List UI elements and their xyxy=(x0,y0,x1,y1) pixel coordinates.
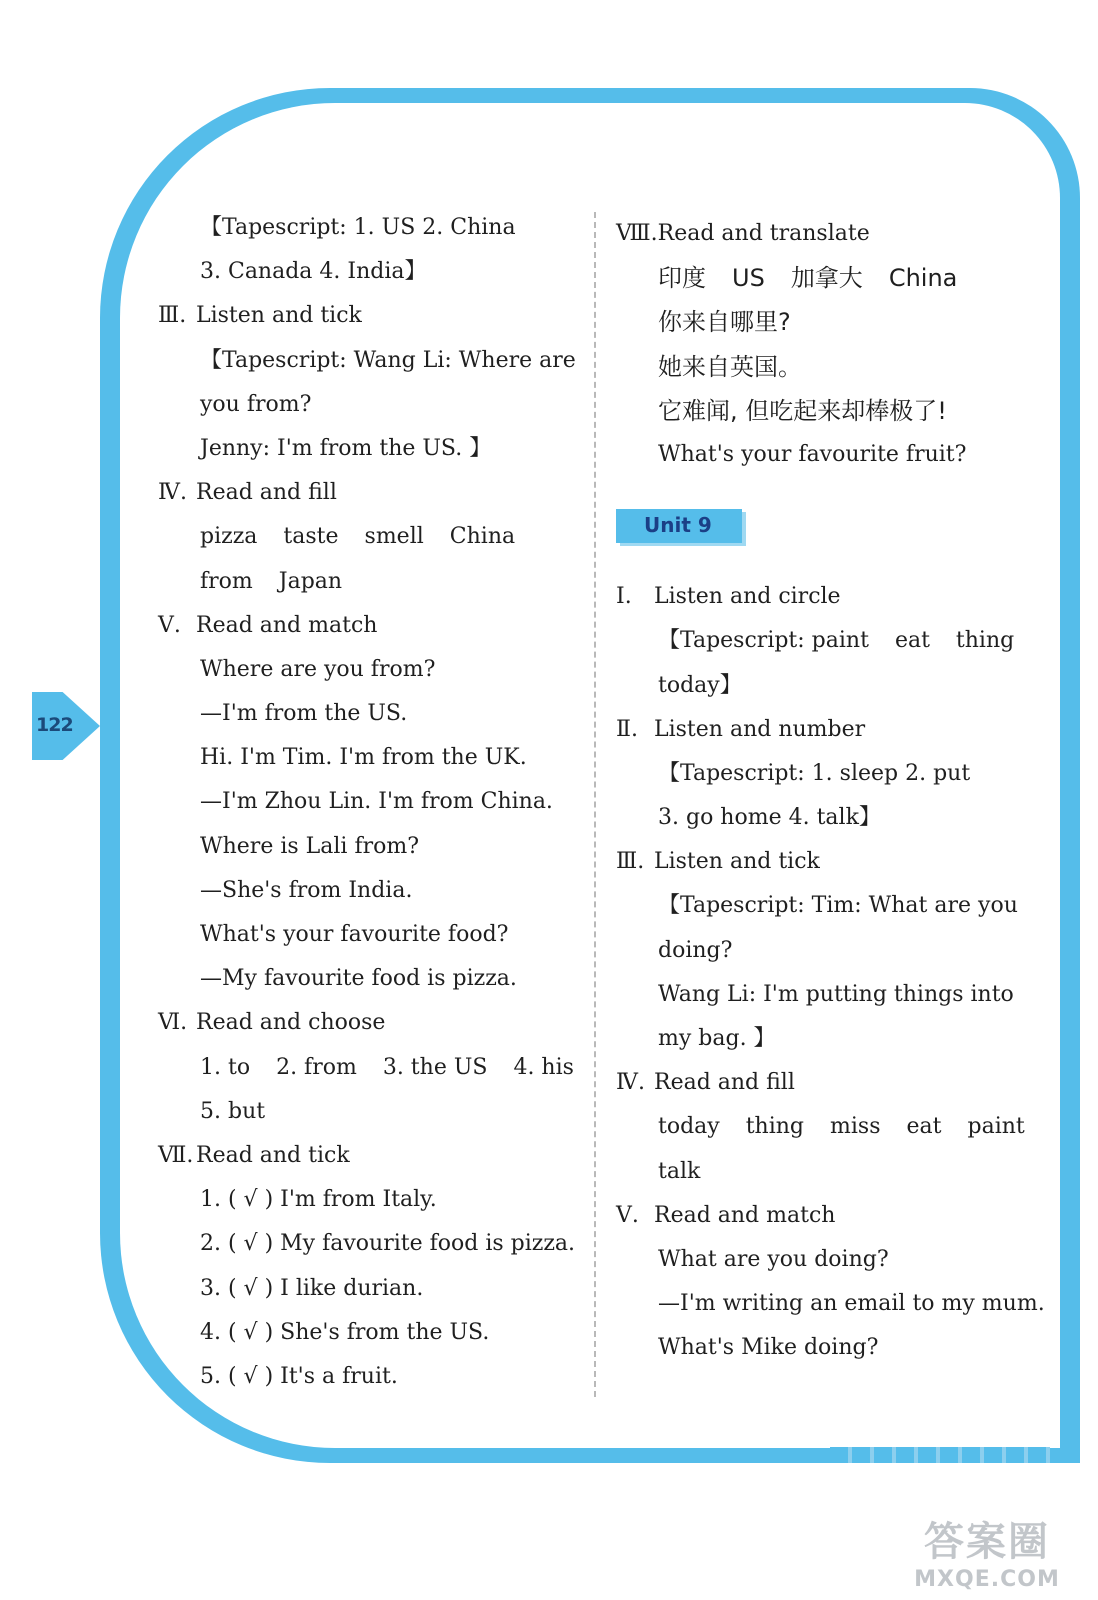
text-line: Where are you from? xyxy=(200,656,436,682)
section-title: Read and choose xyxy=(196,1010,386,1036)
word: from xyxy=(200,568,253,594)
text-line: 5. ( √ ) It's a fruit. xyxy=(200,1363,398,1389)
text-line: Wang Li: I'm putting things into xyxy=(658,981,1014,1007)
bottom-decoration xyxy=(830,1447,1050,1463)
section-heading xyxy=(158,1134,586,1178)
translation-line: 她来自英国。 xyxy=(658,352,802,381)
word-list xyxy=(616,1105,1046,1149)
section-heading xyxy=(158,1001,586,1045)
section-number: Ⅳ. xyxy=(616,1070,645,1096)
text-line: What are you doing? xyxy=(658,1246,889,1272)
text-line: Where is Lali from? xyxy=(200,833,420,859)
section-title: Read and translate xyxy=(657,221,870,246)
word: 【Tapescript: paint xyxy=(658,628,869,654)
section-number: Ⅰ. xyxy=(616,584,632,610)
word: thing xyxy=(955,628,1015,654)
word: China xyxy=(449,524,516,550)
watermark-logo-text: 答案圈 xyxy=(924,1519,1050,1565)
right-column-bottom xyxy=(616,575,1046,1370)
word: 加拿大 xyxy=(790,264,863,293)
watermark xyxy=(902,1510,1072,1592)
section-title: Read and fill xyxy=(654,1070,795,1096)
text-line: —She's from India. xyxy=(200,877,413,903)
text-line: —My favourite food is pizza. xyxy=(200,966,517,992)
text-line: my bag. 】 xyxy=(658,1026,776,1051)
text-line: 1. ( √ ) I'm from Italy. xyxy=(200,1187,437,1213)
section-number: Ⅵ. xyxy=(158,1010,188,1036)
text-line: 3. go home 4. talk】 xyxy=(658,805,881,831)
text-line: 【Tapescript: 1. sleep 2. put xyxy=(658,760,971,786)
text-line: Hi. I'm Tim. I'm from the UK. xyxy=(200,745,527,771)
section-heading xyxy=(158,471,586,515)
section-heading xyxy=(616,708,1046,752)
text-line: —I'm Zhou Lin. I'm from China. xyxy=(200,789,553,815)
section-number: Ⅲ. xyxy=(158,303,187,329)
word: eat xyxy=(906,1114,942,1140)
word: miss xyxy=(830,1114,881,1140)
section-heading xyxy=(158,604,586,648)
text-line: 【Tapescript: 1. US 2. China xyxy=(200,215,516,240)
section-number: Ⅴ. xyxy=(616,1202,639,1228)
text-line: 3. ( √ ) I like durian. xyxy=(200,1275,424,1301)
translation-line: 它难闻, 但吃起来却棒极了! xyxy=(658,396,947,425)
left-column xyxy=(158,206,586,1399)
section-number: Ⅳ. xyxy=(158,480,187,506)
watermark-url: MXQE.COM xyxy=(914,1567,1060,1592)
section-heading xyxy=(616,840,1046,884)
section-title: Read and fill xyxy=(196,480,337,506)
text-line: 【Tapescript: Wang Li: Where are xyxy=(200,347,576,373)
section-number: Ⅶ. xyxy=(158,1142,194,1168)
text-line: talk xyxy=(658,1158,701,1184)
word: thing xyxy=(745,1114,805,1140)
text-line: doing? xyxy=(658,937,733,963)
text-line: today】 xyxy=(658,672,742,698)
word: 4. his xyxy=(513,1054,574,1080)
word: 印度 xyxy=(658,264,706,293)
text-line: What's your favourite food? xyxy=(200,922,509,947)
word-list xyxy=(158,560,586,604)
section-heading xyxy=(616,212,1046,256)
section-number: Ⅷ. xyxy=(616,221,658,246)
section-heading xyxy=(158,294,586,338)
word: China xyxy=(888,264,958,293)
text-line: 2. ( √ ) My favourite food is pizza. xyxy=(200,1231,576,1257)
word: Japan xyxy=(278,568,343,594)
text-line: What's Mike doing? xyxy=(658,1335,879,1361)
word-list xyxy=(158,1046,586,1090)
column-divider xyxy=(594,212,596,1397)
text-line: What's your favourite fruit? xyxy=(658,441,967,467)
section-heading xyxy=(616,1194,1046,1238)
right-column-top xyxy=(616,212,1046,477)
text-line: 3. Canada 4. India】 xyxy=(200,259,427,285)
word: 2. from xyxy=(276,1054,357,1080)
section-title: Listen and circle xyxy=(654,584,841,610)
text-line: 5. but xyxy=(200,1098,266,1124)
word-list xyxy=(616,256,1046,300)
word: smell xyxy=(364,524,424,550)
text-line: 【Tapescript: Tim: What are you xyxy=(658,893,1018,919)
section-title: Listen and tick xyxy=(654,849,820,875)
unit-badge: Unit 9 xyxy=(616,509,742,543)
word-list xyxy=(616,619,1046,663)
page-number: 122 xyxy=(36,714,73,736)
word: eat xyxy=(894,628,930,654)
word: today xyxy=(658,1114,720,1140)
section-title: Read and match xyxy=(654,1202,836,1228)
section-number: Ⅱ. xyxy=(616,716,638,742)
word: taste xyxy=(283,524,339,550)
section-heading xyxy=(616,575,1046,619)
text-line: Jenny: I'm from the US. 】 xyxy=(200,435,492,461)
right-column xyxy=(616,212,1046,1371)
text-line: —I'm from the US. xyxy=(200,701,408,727)
section-title: Read and tick xyxy=(196,1142,350,1168)
text-line: 4. ( √ ) She's from the US. xyxy=(200,1319,490,1345)
section-title: Listen and number xyxy=(654,716,866,742)
section-heading xyxy=(616,1061,1046,1105)
word: 1. to xyxy=(200,1054,251,1080)
section-number: Ⅴ. xyxy=(158,612,181,638)
word: US xyxy=(732,264,765,293)
section-title: Listen and tick xyxy=(196,303,362,329)
section-title: Read and match xyxy=(196,612,378,638)
word: pizza xyxy=(200,524,258,550)
translation-line: 你来自哪里? xyxy=(658,308,791,337)
word: paint xyxy=(967,1114,1025,1140)
word: 3. the US xyxy=(382,1054,488,1080)
text-line: —I'm writing an email to my mum. xyxy=(658,1291,1045,1317)
word-list xyxy=(158,515,586,559)
section-number: Ⅲ. xyxy=(616,849,645,875)
text-line: you from? xyxy=(200,391,312,417)
